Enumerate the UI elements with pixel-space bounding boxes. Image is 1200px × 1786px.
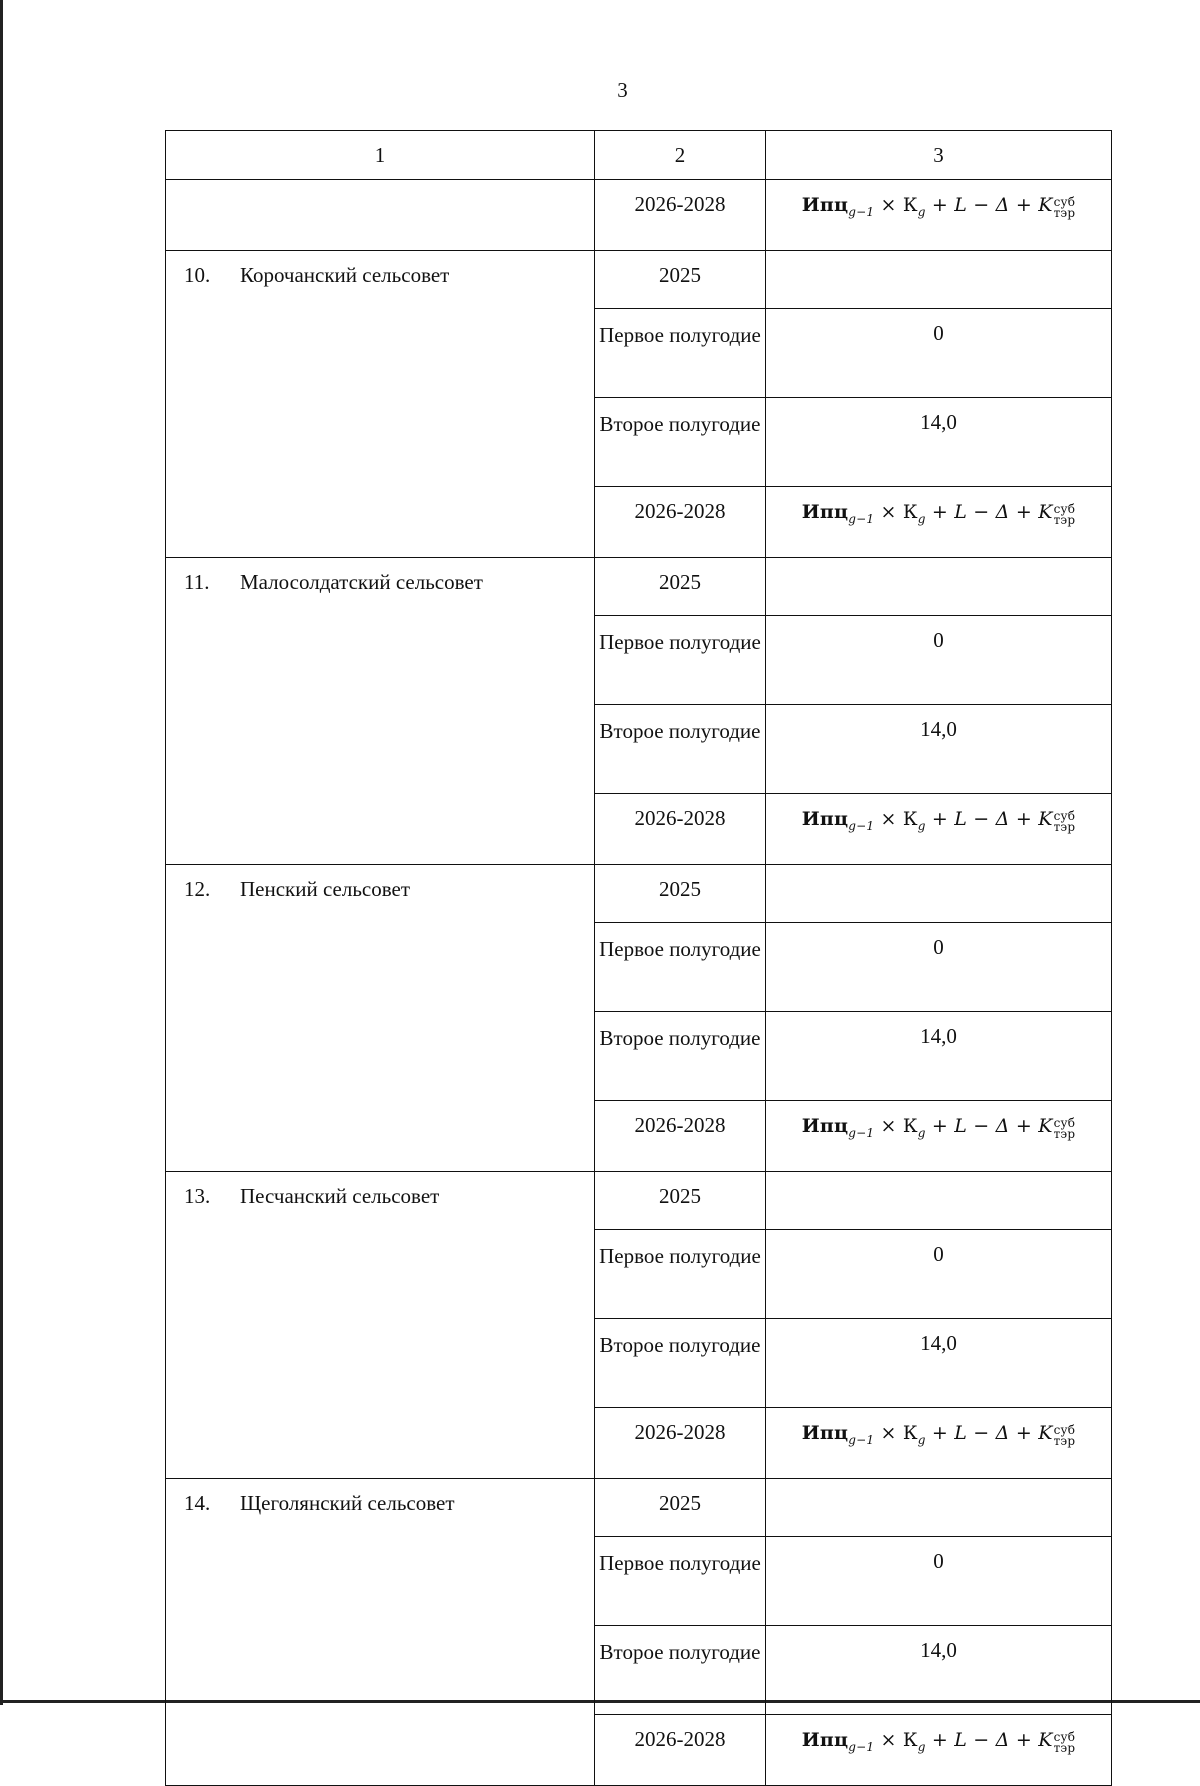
- period-cell: Первое полугодие: [595, 923, 766, 1012]
- period-cell: 2026-2028: [595, 180, 766, 251]
- value-cell: [766, 865, 1112, 923]
- place-cell: [166, 558, 595, 865]
- period-cell: 2025: [595, 1479, 766, 1537]
- place-name: Малосолдатский сельсовет: [240, 570, 483, 594]
- place-name: Пенский сельсовет: [240, 877, 411, 901]
- table-row: [166, 1172, 1112, 1230]
- continuation-empty-cell: [166, 180, 595, 251]
- place-name: Корочанский сельсовет: [240, 263, 450, 287]
- header-col-2: 2: [595, 131, 766, 180]
- table-row: [166, 558, 1112, 616]
- place-cell: [166, 251, 595, 558]
- continuation-row: [166, 180, 1112, 251]
- header-col-1: 1: [166, 131, 595, 180]
- formula-cell: [766, 794, 1112, 865]
- value-cell: 0: [766, 1537, 1112, 1626]
- value-cell: 0: [766, 616, 1112, 705]
- formula-cell: [766, 1101, 1112, 1172]
- value-cell: 0: [766, 309, 1112, 398]
- table-header-row: [166, 131, 1112, 180]
- period-cell: 2026-2028: [595, 794, 766, 865]
- formula-cell: [766, 180, 1112, 251]
- period-cell: Второе полугодие: [595, 1319, 766, 1408]
- period-cell: Первое полугодие: [595, 1230, 766, 1319]
- place-name: Песчанский сельсовет: [240, 1184, 440, 1208]
- tariff-formula: $Ипц_{g-1} \times К_g + L - \Delta + K$ суб тэр: [801, 808, 1076, 834]
- formula-cell: [766, 1715, 1112, 1786]
- period-cell: 2026-2028: [595, 1408, 766, 1479]
- row-number: 13.: [184, 1184, 211, 1208]
- value-cell: 14,0: [766, 1319, 1112, 1408]
- period-cell: 2026-2028: [595, 1715, 766, 1786]
- period-cell: Второе полугодие: [595, 705, 766, 794]
- period-cell: Второе полугодие: [595, 398, 766, 487]
- period-cell: Второе полугодие: [595, 1012, 766, 1101]
- table-row: [166, 1479, 1112, 1537]
- formula-cell: [766, 487, 1112, 558]
- period-cell: 2026-2028: [595, 1101, 766, 1172]
- row-number: 14.: [184, 1491, 211, 1515]
- formula-cell: [766, 1408, 1112, 1479]
- tariff-formula: $Ипц_{g-1} \times К_g + L - \Delta + K$ суб тэр: [801, 1422, 1076, 1448]
- place-name: Щеголянский сельсовет: [240, 1491, 455, 1515]
- tariff-formula: $Ипц_{g-1} \times К_g + L - \Delta + K$ суб тэр: [801, 1729, 1076, 1755]
- value-cell: [766, 251, 1112, 309]
- tariff-formula: $Ипц_{g-1} \times К_g + L - \Delta + K$ суб тэр: [801, 1115, 1076, 1141]
- place-cell: [166, 865, 595, 1172]
- period-cell: 2025: [595, 251, 766, 309]
- table-body: [166, 131, 1112, 1786]
- place-cell: [166, 1479, 595, 1786]
- value-cell: 14,0: [766, 705, 1112, 794]
- page-number: 3: [617, 78, 628, 102]
- tariff-formula: $Ипц_{g-1} \times К_g + L - \Delta + K$ суб тэр: [801, 194, 1076, 220]
- scan-edge-left: [0, 0, 3, 1705]
- row-number: 11.: [184, 570, 210, 594]
- period-cell: 2025: [595, 865, 766, 923]
- value-cell: 14,0: [766, 398, 1112, 487]
- value-cell: [766, 1172, 1112, 1230]
- value-cell: [766, 558, 1112, 616]
- period-cell: Второе полугодие: [595, 1626, 766, 1715]
- period-cell: Первое полугодие: [595, 309, 766, 398]
- period-cell: 2026-2028: [595, 487, 766, 558]
- value-cell: 0: [766, 923, 1112, 1012]
- header-col-3: 3: [766, 131, 1112, 180]
- tariff-formula: $Ипц_{g-1} \times К_g + L - \Delta + K$ суб тэр: [801, 501, 1076, 527]
- row-number: 10.: [184, 263, 211, 287]
- value-cell: 14,0: [766, 1626, 1112, 1715]
- period-cell: Первое полугодие: [595, 616, 766, 705]
- tariff-table: [165, 130, 1112, 1786]
- period-cell: Первое полугодие: [595, 1537, 766, 1626]
- period-cell: 2025: [595, 1172, 766, 1230]
- table-row: [166, 251, 1112, 309]
- value-cell: 0: [766, 1230, 1112, 1319]
- row-number: 12.: [184, 877, 211, 901]
- table-row: [166, 865, 1112, 923]
- value-cell: [766, 1479, 1112, 1537]
- place-cell: [166, 1172, 595, 1479]
- period-cell: 2025: [595, 558, 766, 616]
- value-cell: 14,0: [766, 1012, 1112, 1101]
